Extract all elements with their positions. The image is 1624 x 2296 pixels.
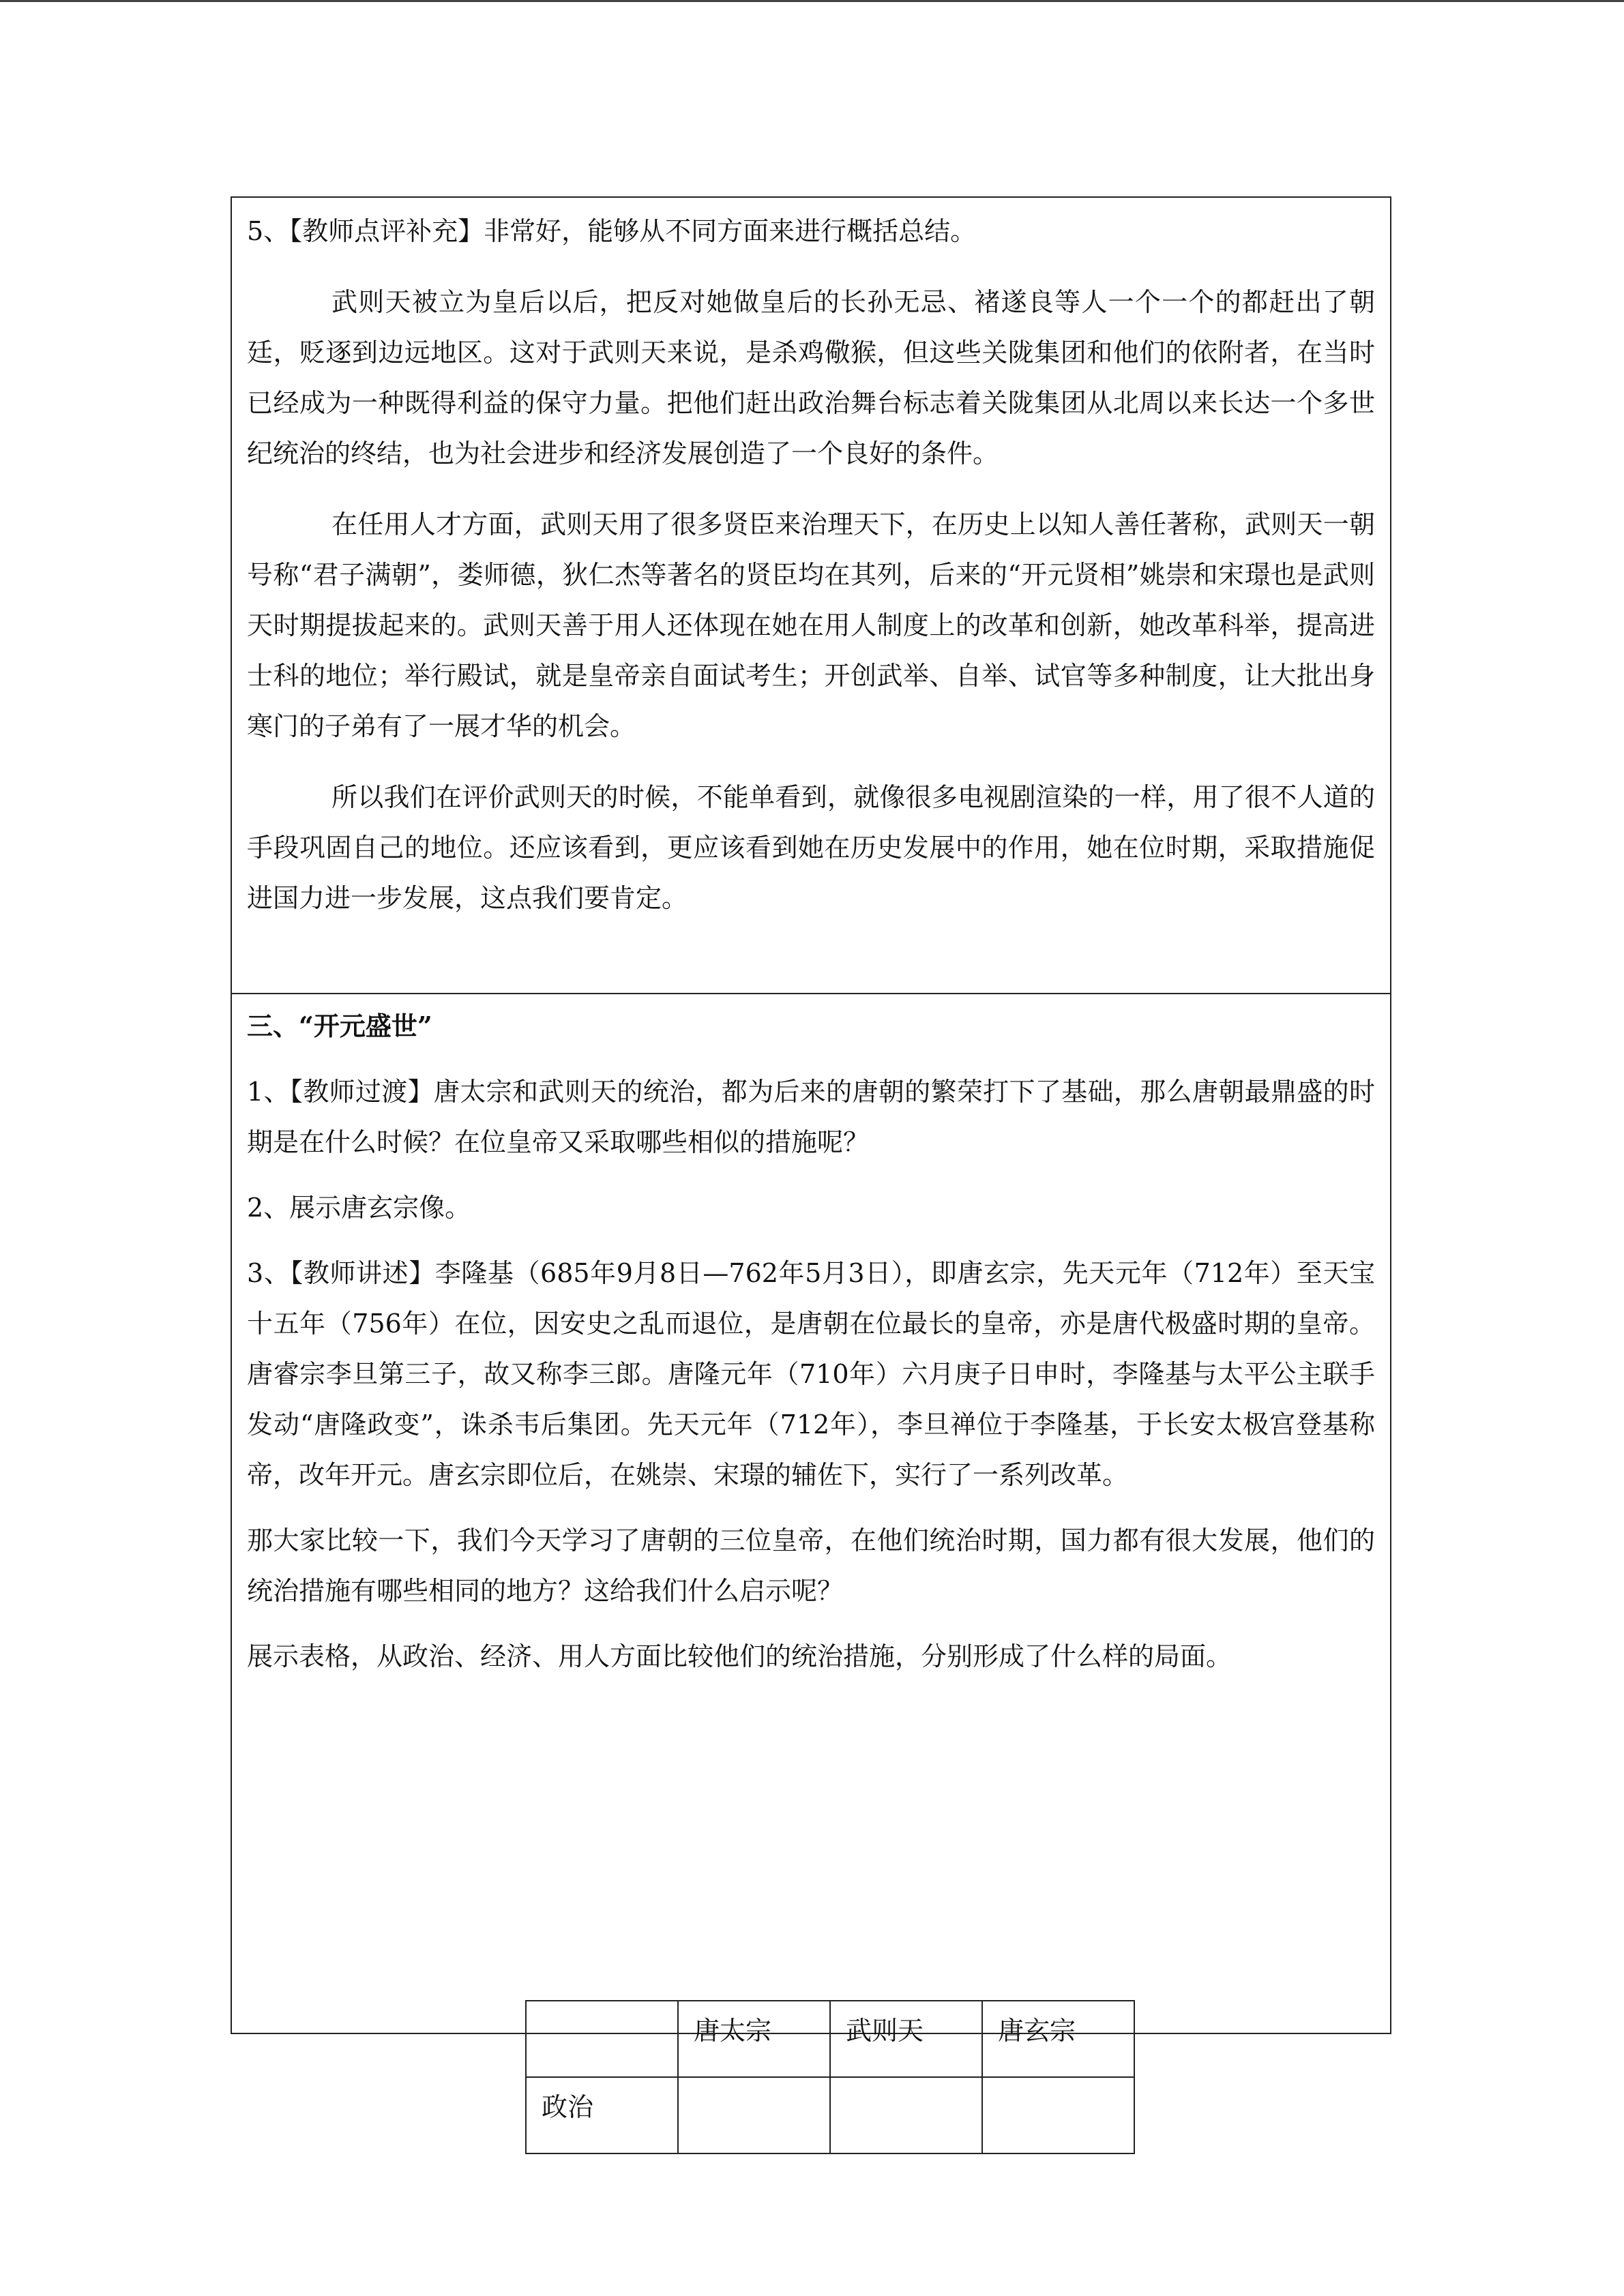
section-heading: 三、“开元盛世” — [247, 1011, 432, 1041]
item-show-portrait: 2、展示唐玄宗像。 — [247, 1193, 471, 1223]
teacher-comment-cell — [232, 198, 1390, 994]
paragraph-evaluation: 所以我们在评价武则天的时候，不能单看到，就像很多电视剧渲染的一样，用了很不人道的手段巩固自己的地位。还应该看到，更应该看到她在历史发展中的作用，她在位时期，采取措施促进国力进一步发展，这点我们要肯定。 — [247, 782, 1375, 913]
table-header-cell: 唐太宗 — [678, 2001, 830, 2077]
table-header-row — [526, 2001, 1134, 2077]
table-cell — [830, 2077, 982, 2153]
paragraph-talent: 在任用人才方面，武则天用了很多贤臣来治理天下，在历史上以知人善任著称，武则天一朝号称“君子满朝”，娄师德，狄仁杰等著名的贤臣均在其列，后来的“开元贤相”姚崇和宋璟也是武则天时期提拔起来的。武则天善于用人还体现在她在用人制度上的改革和创新，她改革科举，提高进士科的地位；举行殿试，就是皇帝亲自面试考生；开创武举、自举、试官等多种制度，让大批出身寒门的子弟有了一展才华的机会。 — [247, 509, 1375, 741]
table-header-cell: 唐玄宗 — [982, 2001, 1134, 2077]
item-narration: 3、【教师讲述】李隆基（685年9月8日—762年5月3日），即唐玄宗，先天元年（712年）至天宝十五年（756年）在位，因安史之乱而退位，是唐朝在位最长的皇帝，亦是唐代极盛时期的皇帝。唐睿宗李旦第三子，故又称李三郎。唐隆元年（710年）六月庚子日申时，李隆基与太平公主联手发动“唐隆政变”，诛杀韦后集团。先天元年（712年），李旦禅位于李隆基，于长安太极宫登基称帝，改年开元。唐玄宗即位后，在姚崇、宋璟的辅佐下，实行了一系列改革。 — [247, 1258, 1375, 1490]
table-header-cell: 武则天 — [830, 2001, 982, 2077]
paragraph-show-table: 展示表格，从政治、经济、用人方面比较他们的统治措施，分别形成了什么样的局面。 — [247, 1641, 1232, 1671]
lesson-plan-table — [231, 196, 1391, 2122]
table-cell — [982, 2077, 1134, 2153]
paragraph-exile: 武则天被立为皇后以后，把反对她做皇后的长孙无忌、褚遂良等人一个一个的都赶出了朝廷，贬逐到边远地区。这对于武则天来说，是杀鸡儆猴，但这些关陇集团和他们的依附者，在当时已经成为一种既得利益的保守力量。把他们赶出政治舞台标志着关陇集团从北周以来长达一个多世纪统治的终结，也为社会进步和经济发展创造了一个良好的条件。 — [247, 287, 1375, 468]
item-transition: 1、【教师过渡】唐太宗和武则天的统治，都为后来的唐朝的繁荣打下了基础，那么唐朝最鼎盛的时期是在什么时候？在位皇帝又采取哪些相似的措施呢？ — [247, 1077, 1375, 1157]
table-row — [526, 2077, 1134, 2153]
table-cell: 政治 — [526, 2077, 678, 2153]
table-cell — [678, 2077, 830, 2153]
table-header-cell — [526, 2001, 678, 2077]
emperor-comparison-table — [525, 2000, 1135, 2154]
kaiyuan-section-cell — [232, 994, 1390, 2122]
paragraph-comparison: 那大家比较一下，我们今天学习了唐朝的三位皇帝，在他们统治时期，国力都有很大发展，他们的统治措施有哪些相同的地方？这给我们什么启示呢？ — [247, 1525, 1375, 1606]
page-top-border — [0, 0, 1624, 2]
comment-line: 5、【教师点评补充】非常好，能够从不同方面来进行概括总结。 — [247, 216, 977, 246]
